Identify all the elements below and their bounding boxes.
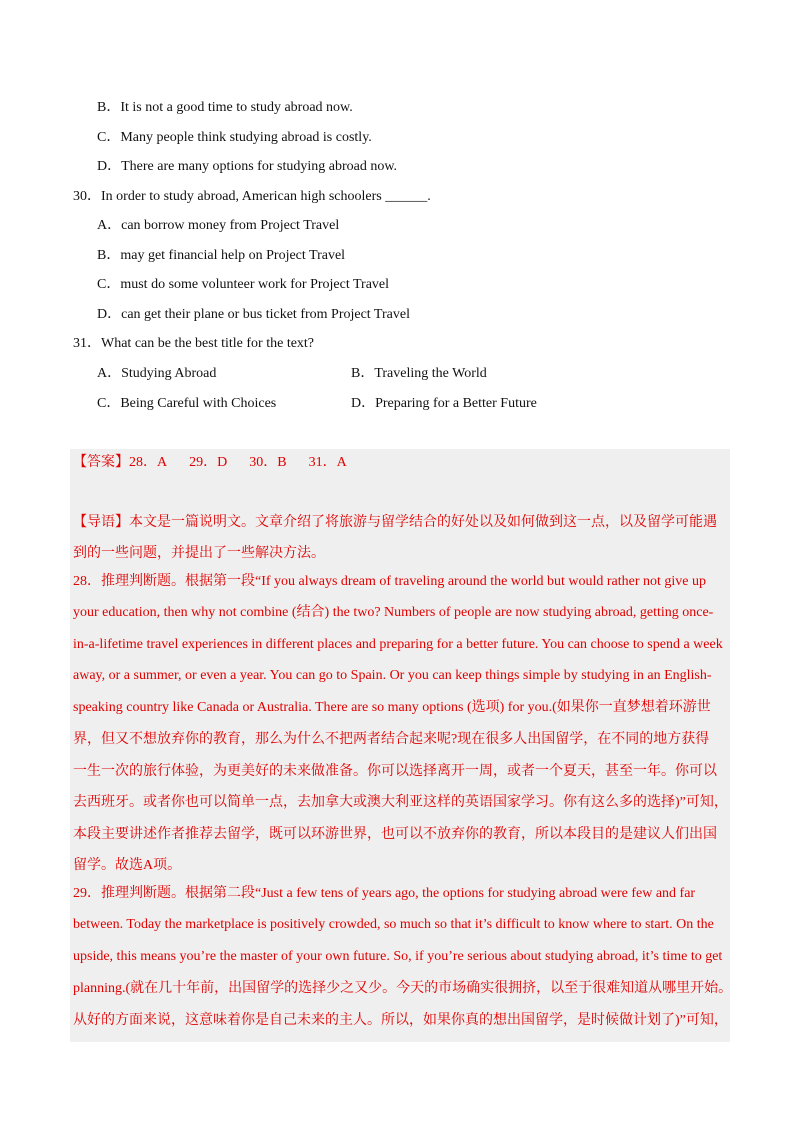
explanation-line: planning.(就在几十年前，出国留学的选择少之又少。今天的市场确实很拥挤，以至于很难知道从哪里开始。 xyxy=(73,981,733,996)
answer-key-line xyxy=(73,454,347,472)
explanation-line: your education, then why not combine (结合) the two? Numbers of people are now studying abroad, getting once- xyxy=(73,605,714,620)
q29-option-d: D．There are many options for studying abroad now. xyxy=(97,159,398,174)
q30-option-b: B．may get financial help on Project Travel xyxy=(97,248,346,263)
q31-option-b: B．Traveling the World xyxy=(351,366,487,381)
answer-item: 31．A xyxy=(308,455,347,470)
q31-option-a: A．Studying Abroad xyxy=(97,366,217,381)
q31-option-d: D．Preparing for a Better Future xyxy=(351,396,537,411)
q30-option-c: C．must do some volunteer work for Project Travel xyxy=(97,277,390,292)
q31-stem: 31．What can be the best title for the text? xyxy=(73,336,315,351)
explanation-line: in-a-lifetime travel experiences in different places and preparing for a better future. You can choose to spend a week xyxy=(73,637,723,652)
intro-line-1 xyxy=(73,514,717,532)
q29-option-b: B．It is not a good time to study abroad now. xyxy=(97,100,353,115)
answer-item: 28．A xyxy=(129,455,168,470)
explanation-line: away, or a summer, or even a year. You can go to Spain. Or you can keep things simple by studying in an English- xyxy=(73,668,712,683)
intro-text: 本文是一篇说明文。文章介绍了将旅游与留学结合的好处以及如何做到这一点，以及留学可能遇 xyxy=(129,515,717,530)
explanation-line: 界，但又不想放弃你的教育，那么为什么不把两者结合起来呢?现在很多人出国留学，在不同的地方获得 xyxy=(73,732,710,747)
answer-item: 30．B xyxy=(249,455,287,470)
explanation-line: 本段主要讲述作者推荐去留学，既可以环游世界，也可以不放弃你的教育，所以本段目的是建议人们出国 xyxy=(73,827,717,842)
explanation-line: 一生一次的旅行体验，为更美好的未来做准备。你可以选择离开一周，或者一个夏天，甚至一年。你可以 xyxy=(73,764,717,779)
explanation-line: speaking country like Canada or Australia. There are so many options (选项) for you.(如果你一直梦想着环游世 xyxy=(73,700,711,715)
q31-option-c: C．Being Careful with Choices xyxy=(97,396,277,411)
explanation-line: 从好的方面来说，这意味着你是自己未来的主人。所以，如果你真的想出国留学，是时候做计划了)”可知， xyxy=(73,1013,728,1028)
answer-label: 【答案】 xyxy=(73,455,129,470)
explanation-line: between. Today the marketplace is positively crowded, so much so that it’s difficult to know where to start. On the xyxy=(73,917,714,932)
q30-option-a: A．can borrow money from Project Travel xyxy=(97,218,340,233)
explanation-line: 29．推理判断题。根据第二段“Just a few tens of years ago, the options for studying abroad were few and far xyxy=(73,886,696,901)
q30-stem: 30．In order to study abroad, American high schoolers ______. xyxy=(73,189,431,204)
q30-option-d: D．can get their plane or bus ticket from Project Travel xyxy=(97,307,410,322)
intro-line-2: 到的一些问题，并提出了一些解决方法。 xyxy=(73,546,325,561)
explanation-line: upside, this means you’re the master of your own future. So, if you’re serious about studying abroad, it’s time to get xyxy=(73,949,723,964)
explanation-line: 28．推理判断题。根据第一段“If you always dream of traveling around the world but would rather not give up xyxy=(73,574,706,589)
answer-item: 29．D xyxy=(189,455,228,470)
q29-option-c: C．Many people think studying abroad is costly. xyxy=(97,130,372,145)
explanation-line: 留学。故选A项。 xyxy=(73,858,182,873)
explanation-line: 去西班牙。或者你也可以简单一点，去加拿大或澳大利亚这样的英语国家学习。你有这么多的选择)”可知， xyxy=(73,795,728,810)
intro-label: 【导语】 xyxy=(73,515,129,530)
